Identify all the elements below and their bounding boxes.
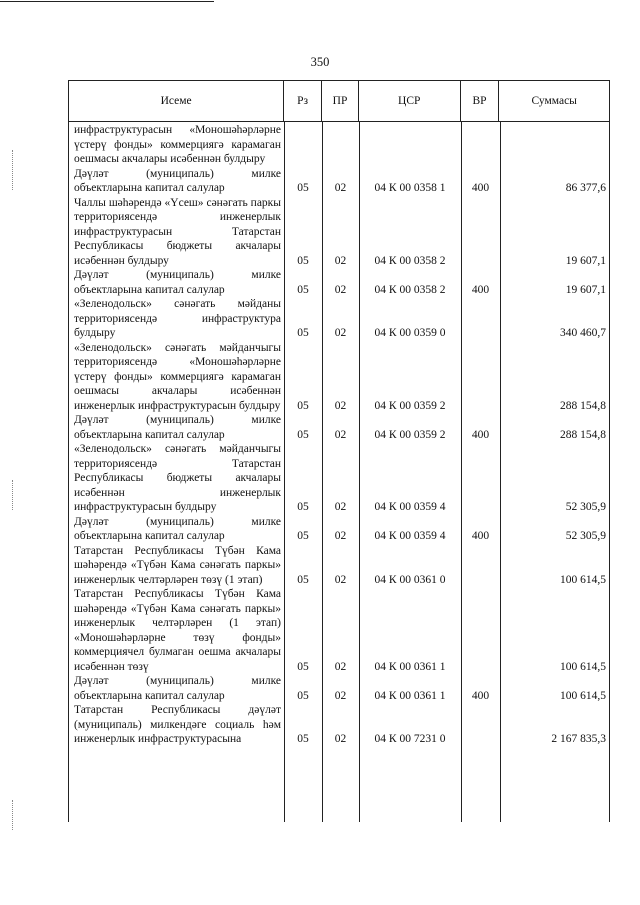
scan-mark <box>12 800 13 830</box>
row-csr: 04 К 00 0361 0 <box>374 573 446 586</box>
header-pr: ПР <box>322 81 359 121</box>
row-sum: 288 154,8 <box>560 428 606 441</box>
row-pr: 02 <box>334 530 347 542</box>
row-sum: 19 607,1 <box>565 254 606 267</box>
row-name: Дәүләт (муниципаль) милке объектларына капитал салулар <box>74 414 281 441</box>
row-pr: 02 <box>334 573 347 586</box>
top-rule <box>0 1 214 2</box>
table-row <box>68 268 610 297</box>
header-csr: ЦСР <box>359 81 461 121</box>
row-pr: 02 <box>334 182 347 194</box>
row-name: «Зеленодольск» сәнәгать мәйданы территориясендә инфраструктура булдыру <box>74 298 281 339</box>
scan-mark <box>12 480 13 510</box>
row-vr: 400 <box>471 530 490 542</box>
table-row <box>68 587 610 674</box>
row-sum: 86 377,6 <box>565 182 606 194</box>
table-header <box>68 80 610 122</box>
row-name: Дәүләт (муниципаль) милке объектларына капитал салулар <box>74 269 281 296</box>
row-pr: 02 <box>334 689 347 702</box>
table-row <box>68 196 610 269</box>
table-row <box>68 703 610 747</box>
row-rz: 05 <box>297 327 309 339</box>
row-sum: 100 614,5 <box>560 660 606 673</box>
row-csr: 04 К 00 0359 2 <box>374 428 446 441</box>
row-csr: 04 К 00 0361 1 <box>374 689 446 702</box>
row-sum: 340 460,7 <box>560 327 606 339</box>
row-name: «Зеленодольск» сәнәгать мәйданчыгы территориясендә «Моношәһәрләрне үстерү фонды» коммерциягә карамаган оешмасы акчалары исәбеннән инженерлык инфраструктурасын булдыру <box>74 341 281 412</box>
row-name: Дәүләт (муниципаль) милке объектларына капитал салулар <box>74 167 281 194</box>
table-row <box>68 341 610 414</box>
header-name: Исеме <box>69 81 284 121</box>
row-pr: 02 <box>334 501 347 513</box>
row-pr: 02 <box>334 254 347 267</box>
table-row <box>68 442 610 515</box>
row-pr: 02 <box>334 428 347 441</box>
row-vr: 400 <box>471 283 490 296</box>
row-sum: 52 305,9 <box>565 530 606 542</box>
row-vr: 400 <box>471 689 490 702</box>
row-name: Татарстан Республикасы Түбән Кама шәһәрендә «Түбән Кама сәнәгать паркы» инженерлык челтәрләрен төзү (1 этап) <box>74 544 281 586</box>
row-sum: 100 614,5 <box>560 573 606 586</box>
row-name: Татарстан Республикасы Түбән Кама шәһәрендә «Түбән Кама сәнәгать паркы» инженерлык челтәрләрен (1 этап) «Моношәһәрләрне төзү фонды» коммерциячел булмаган оешма акчалары исәбеннән төзү <box>74 588 281 673</box>
table-body <box>68 123 610 747</box>
row-csr: 04 К 00 0361 1 <box>374 660 446 673</box>
row-pr: 02 <box>334 327 347 339</box>
row-rz: 05 <box>297 501 309 513</box>
row-name: инфраструктурасын «Моношәһәрләрне үстерү фонды» коммерциягә карамаган оешмасы акчалары исәбеннән булдыру <box>74 124 281 165</box>
header-sum: Суммасы <box>531 95 577 107</box>
row-rz: 05 <box>297 660 309 673</box>
row-sum: 288 154,8 <box>560 399 606 412</box>
row-sum: 2 167 835,3 <box>551 733 606 745</box>
row-rz: 05 <box>297 573 309 586</box>
row-pr: 02 <box>334 660 347 673</box>
row-csr: 04 К 00 0359 2 <box>374 399 446 412</box>
row-rz: 05 <box>297 733 309 745</box>
row-csr: 04 К 00 0359 4 <box>374 530 446 542</box>
row-pr: 02 <box>334 283 347 296</box>
row-rz: 05 <box>297 399 309 412</box>
row-name: Дәүләт (муниципаль) милке объектларына капитал салулар <box>74 515 281 542</box>
scan-mark <box>12 150 13 190</box>
table-row <box>68 674 610 703</box>
row-rz: 05 <box>297 182 309 194</box>
header-vr: ВР <box>461 81 500 121</box>
row-rz: 05 <box>297 283 309 296</box>
row-pr: 02 <box>334 399 347 412</box>
row-sum: 19 607,1 <box>565 283 606 296</box>
row-rz: 05 <box>297 689 309 702</box>
row-pr: 02 <box>334 733 347 745</box>
row-csr: 04 К 00 7231 0 <box>374 733 446 745</box>
header-rz: Рз <box>284 81 322 121</box>
page-number: 350 <box>310 55 330 69</box>
row-csr: 04 К 00 0358 2 <box>374 254 446 267</box>
row-name: «Зеленодольск» сәнәгать мәйданчыгы территориясендә Татарстан Республикасы бюджеты акчалары исәбеннән инженерлык инфраструктурасын булдыру <box>74 443 281 513</box>
row-name: Чаллы шәһәрендә «Үсеш» сәнәгать паркы территориясендә инженерлык инфраструктурасын Татарстан Республикасы бюджеты акчалары исәбеннән булдыру <box>74 196 281 267</box>
table-row <box>68 297 610 341</box>
row-name: Дәүләт (муниципаль) милке объектларына капитал салулар <box>74 675 281 702</box>
table-row <box>68 515 610 544</box>
row-vr: 400 <box>471 182 490 194</box>
row-csr: 04 К 00 0359 0 <box>374 327 446 339</box>
table-row <box>68 544 610 588</box>
table-row <box>68 413 610 442</box>
row-csr: 04 К 00 0358 1 <box>374 182 446 194</box>
row-name: Татарстан Республикасы дәүләт (муниципаль) милкендәге социаль һәм инженерлык инфраструктурасына <box>74 704 281 745</box>
table-row <box>68 167 610 196</box>
row-sum: 52 305,9 <box>565 501 606 513</box>
row-csr: 04 К 00 0359 4 <box>374 501 446 513</box>
row-rz: 05 <box>297 530 309 542</box>
row-rz: 05 <box>297 254 309 267</box>
row-csr: 04 К 00 0358 2 <box>374 283 446 296</box>
row-sum: 100 614,5 <box>560 689 606 702</box>
row-vr: 400 <box>471 428 490 441</box>
row-rz: 05 <box>297 428 309 441</box>
table-row <box>68 123 610 167</box>
